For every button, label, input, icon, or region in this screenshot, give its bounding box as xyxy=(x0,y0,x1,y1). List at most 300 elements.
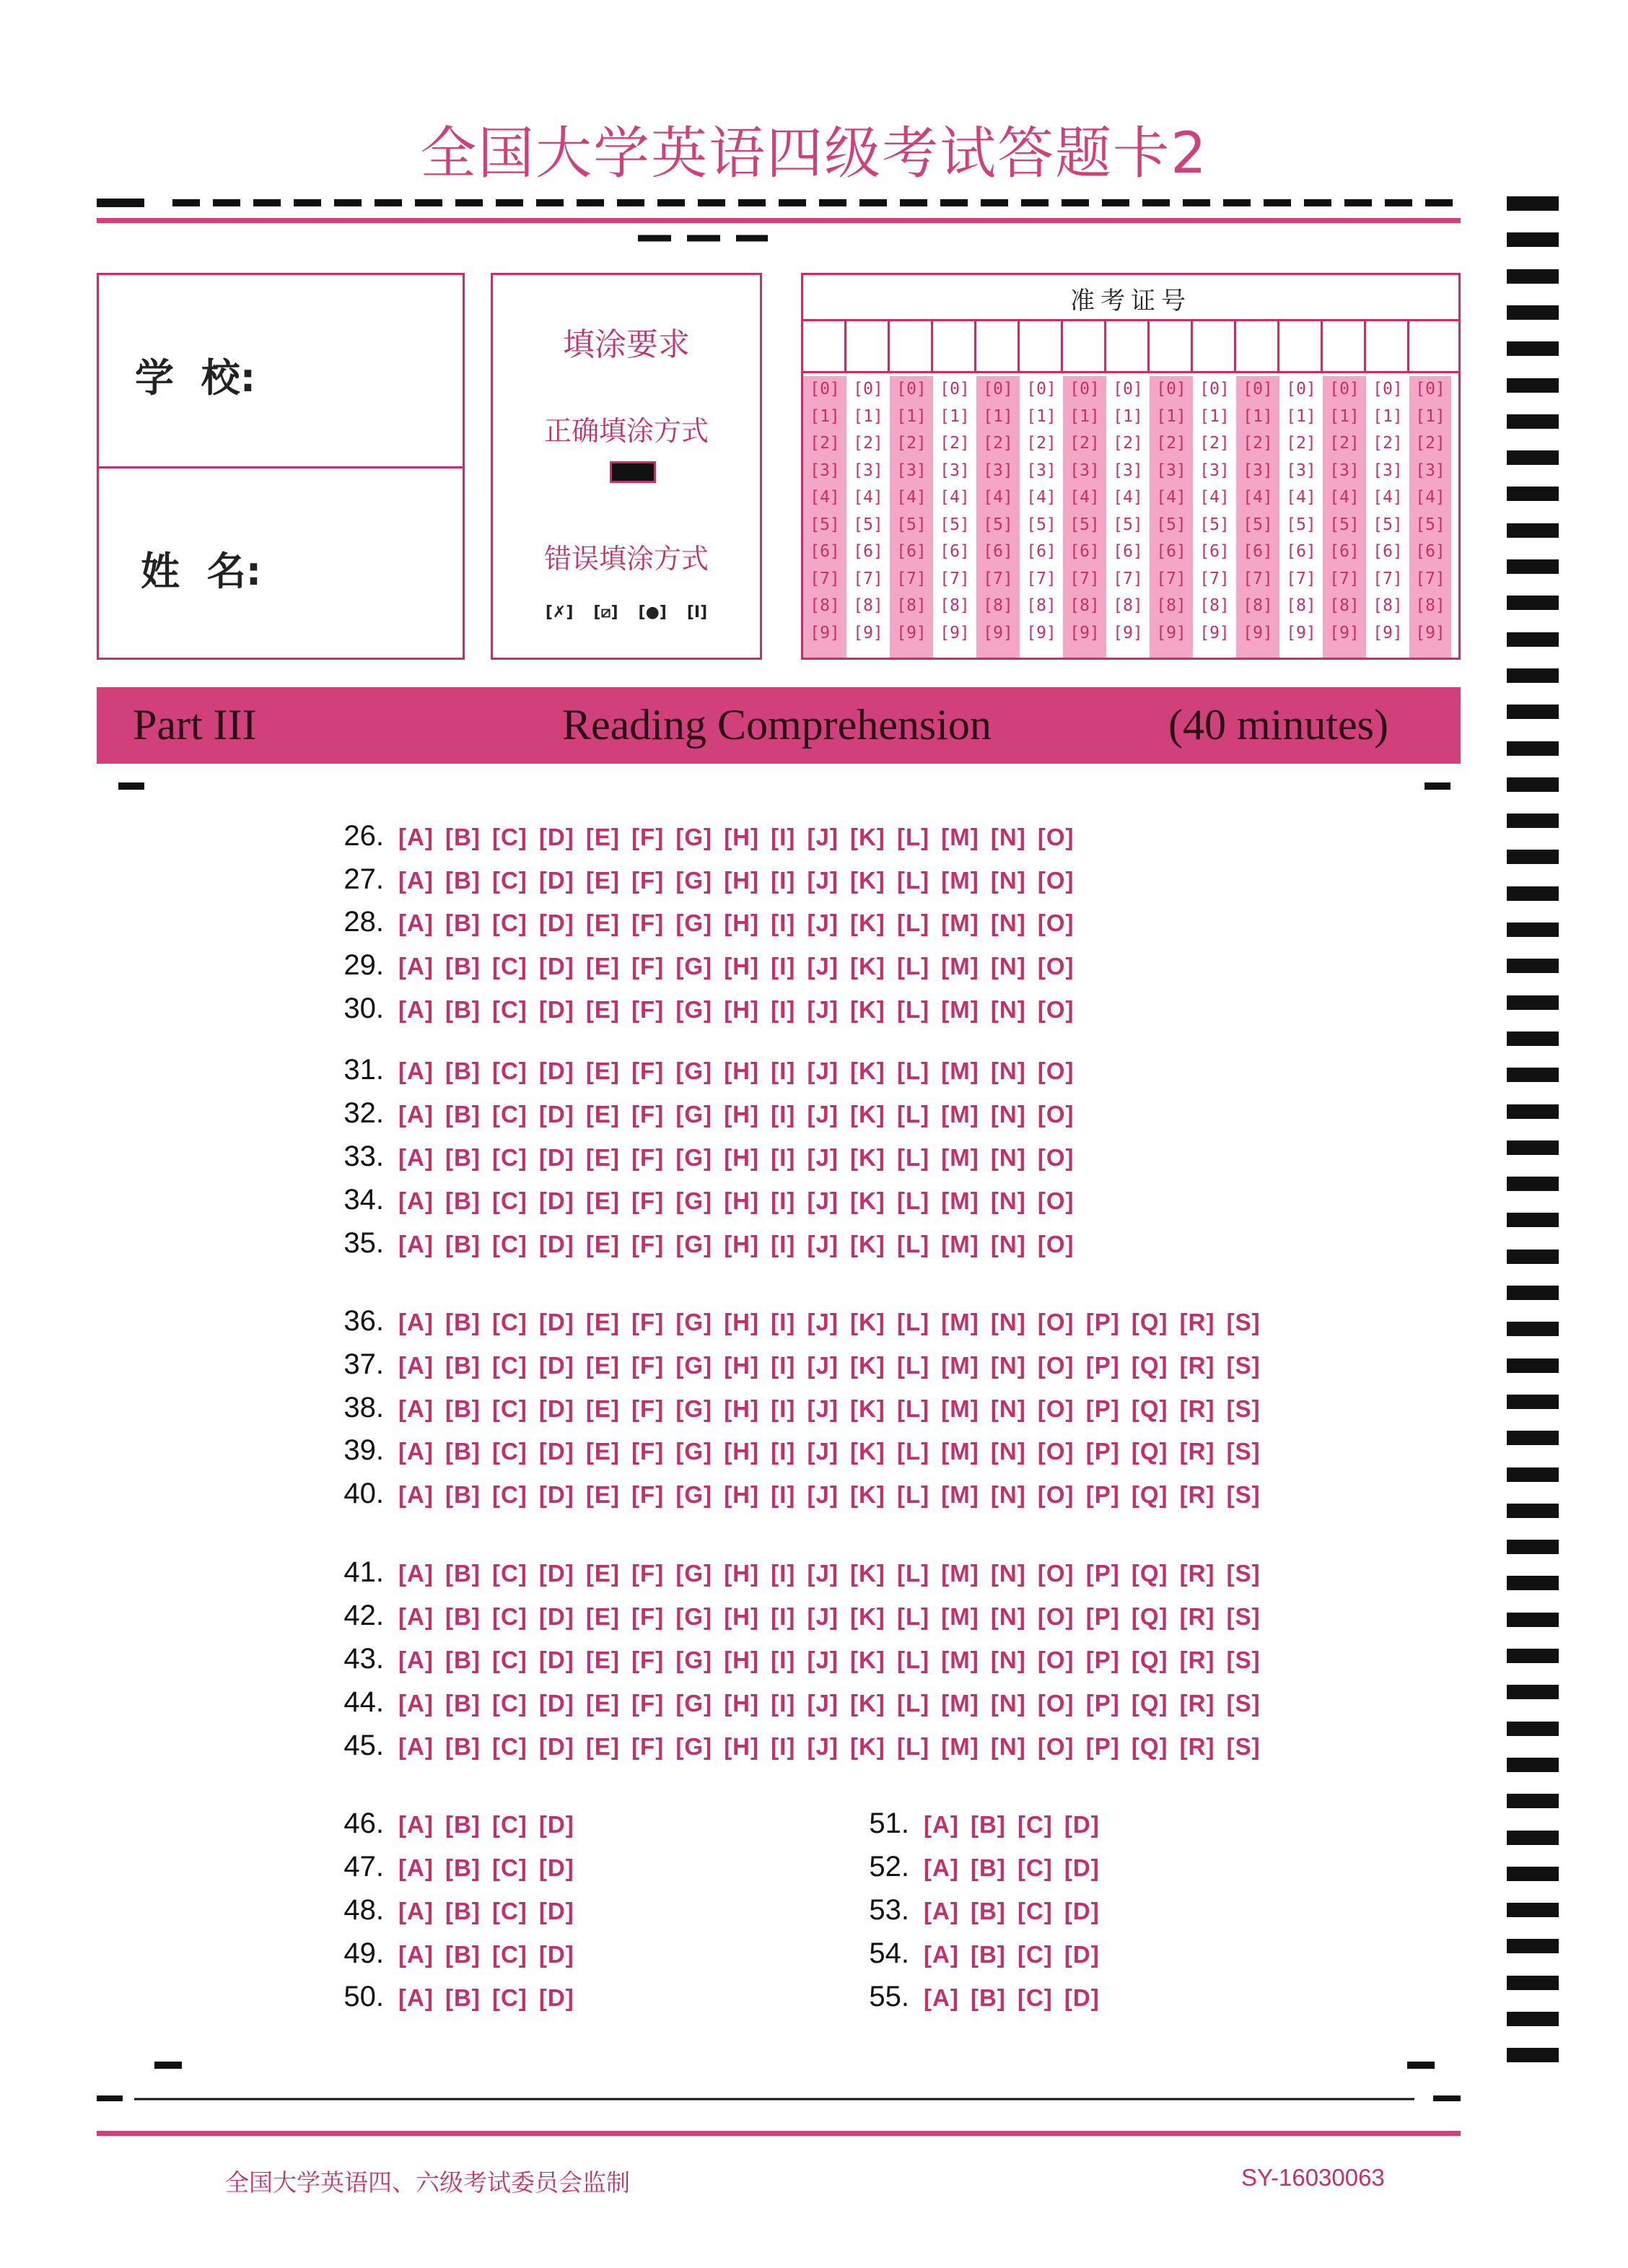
timing-mark xyxy=(1507,705,1559,719)
exam-id-cell[interactable] xyxy=(1279,321,1323,372)
digit-bubble[interactable]: [3] xyxy=(1243,461,1273,480)
digit-bubble[interactable]: [1] xyxy=(1415,406,1445,426)
question-number: 29. xyxy=(343,949,384,981)
digit-bubble[interactable]: [9] xyxy=(1156,623,1186,642)
digit-bubble[interactable]: [4] xyxy=(810,488,840,507)
question-number: 53. xyxy=(869,1894,909,1926)
answer-options[interactable]: [A] [B] [C] [D] [E] [F] [G] [H] [I] [J] [K] [L] [M] [N] [O] xyxy=(398,1057,1075,1084)
answer-options[interactable]: [A] [B] [C] [D] [E] [F] [G] [H] [I] [J] [K] [L] [M] [N] [O] [P] [Q] [R] [S] xyxy=(398,1438,1261,1465)
timing-mark xyxy=(1507,414,1559,429)
digit-bubble[interactable]: [2] xyxy=(896,434,927,453)
digit-bubble[interactable]: [5] xyxy=(983,515,1013,534)
digit-bubble[interactable]: [9] xyxy=(940,623,970,642)
digit-bubble[interactable]: [9] xyxy=(853,623,883,642)
question-number: 32. xyxy=(343,1097,384,1129)
digit-bubble[interactable]: [8] xyxy=(1243,596,1273,615)
exam-id-digit-column xyxy=(803,376,846,658)
answer-options[interactable]: [A] [B] [C] [D] [E] [F] [G] [H] [I] [J] [K] [L] [M] [N] [O] xyxy=(398,1187,1075,1214)
exam-id-digit-column xyxy=(1150,376,1193,658)
digit-bubble[interactable]: [5] xyxy=(1373,515,1403,534)
answer-options[interactable]: [A] [B] [C] [D] [E] [F] [G] [H] [I] [J] [K] [L] [M] [N] [O] xyxy=(398,1144,1075,1171)
answer-options[interactable]: [A] [B] [C] [D] [E] [F] [G] [H] [I] [J] [K] [L] [M] [N] [O] [P] [Q] [R] [S] xyxy=(398,1690,1261,1717)
exam-id-cell[interactable] xyxy=(1193,321,1236,372)
exam-id-cell[interactable] xyxy=(803,321,846,372)
digit-bubble[interactable]: [8] xyxy=(1286,596,1316,615)
timing-mark xyxy=(1507,1939,1559,1953)
exam-id-digit-column xyxy=(933,376,976,658)
digit-bubble[interactable]: [7] xyxy=(1156,569,1186,588)
exam-id-cell[interactable] xyxy=(846,321,890,372)
digit-bubble[interactable]: [9] xyxy=(810,623,840,642)
wrong-example-4: [Ⅰ] xyxy=(686,603,708,621)
top-pink-rule xyxy=(97,218,1461,223)
timing-mark xyxy=(1507,1140,1559,1155)
exam-id-cell[interactable] xyxy=(1366,321,1409,372)
timing-mark xyxy=(1507,959,1559,973)
digit-bubble[interactable]: [0] xyxy=(1069,380,1100,398)
question-number: 49. xyxy=(343,1937,384,1969)
timing-mark xyxy=(1507,923,1559,937)
digit-bubble[interactable]: [2] xyxy=(1069,434,1100,453)
digit-bubble[interactable]: [0] xyxy=(1373,380,1403,398)
digit-bubble[interactable]: [0] xyxy=(810,380,840,398)
digit-bubble[interactable]: [3] xyxy=(896,461,927,480)
digit-bubble[interactable]: [4] xyxy=(853,488,883,507)
digit-bubble[interactable]: [3] xyxy=(1199,461,1230,480)
timing-mark xyxy=(1507,1286,1559,1300)
answer-options[interactable]: [A] [B] [C] [D] [E] [F] [G] [H] [I] [J] [K] [L] [M] [N] [O] [P] [Q] [R] [S] xyxy=(398,1603,1261,1630)
digit-bubble[interactable]: [9] xyxy=(1069,623,1100,642)
exam-id-digit-column xyxy=(1366,376,1409,658)
question-row xyxy=(859,1851,1100,1883)
answer-options[interactable]: [A] [B] [C] [D] [E] [F] [G] [H] [I] [J] [K] [L] [M] [N] [O] [P] [Q] [R] [S] xyxy=(398,1309,1261,1335)
timing-mark xyxy=(1507,668,1559,683)
digit-bubble[interactable]: [1] xyxy=(1199,406,1230,426)
digit-bubble[interactable]: [7] xyxy=(1026,569,1056,588)
digit-bubble[interactable]: [2] xyxy=(1329,434,1360,453)
digit-bubble[interactable]: [9] xyxy=(1373,623,1403,642)
answer-options[interactable]: [A] [B] [C] [D] [E] [F] [G] [H] [I] [J] [K] [L] [M] [N] [O] xyxy=(398,910,1075,936)
digit-bubble[interactable]: [3] xyxy=(1156,461,1186,480)
question-number: 39. xyxy=(343,1434,384,1466)
answer-options[interactable]: [A] [B] [C] [D] [E] [F] [G] [H] [I] [J] [K] [L] [M] [N] [O] [P] [Q] [R] [S] xyxy=(398,1395,1261,1422)
digit-bubble[interactable]: [9] xyxy=(1286,623,1316,642)
digit-bubble[interactable]: [2] xyxy=(1373,434,1403,453)
digit-bubble[interactable]: [7] xyxy=(1113,569,1143,588)
exam-id-cell[interactable] xyxy=(1150,321,1193,372)
bottom-black-line xyxy=(97,2092,1461,2099)
question-number: 42. xyxy=(343,1600,384,1631)
question-row xyxy=(333,1851,574,1883)
answer-options[interactable]: [A] [B] [C] [D] [E] [F] [G] [H] [I] [J] [K] [L] [M] [N] [O] xyxy=(398,953,1075,980)
question-row xyxy=(333,1184,1075,1216)
digit-bubble[interactable]: [0] xyxy=(940,380,970,398)
answer-options[interactable]: [A] [B] [C] [D] [E] [F] [G] [H] [I] [J] [K] [L] [M] [N] [O] [P] [Q] [R] [S] xyxy=(398,1560,1261,1587)
digit-bubble[interactable]: [1] xyxy=(1156,406,1186,426)
digit-bubble[interactable]: [1] xyxy=(810,406,840,426)
digit-bubble[interactable]: [5] xyxy=(810,515,840,534)
digit-bubble[interactable]: [4] xyxy=(1156,488,1186,507)
question-number: 37. xyxy=(343,1348,384,1380)
digit-bubble[interactable]: [1] xyxy=(896,406,927,426)
answer-options[interactable]: [A] [B] [C] [D] xyxy=(924,1898,1100,1924)
timing-mark xyxy=(1507,232,1559,247)
timing-mark xyxy=(1507,1358,1559,1373)
digit-bubble[interactable]: [4] xyxy=(983,488,1013,507)
digit-bubble[interactable]: [6] xyxy=(940,542,970,561)
digit-bubble[interactable]: [6] xyxy=(810,542,840,561)
sub-dash-svg xyxy=(638,235,768,242)
question-number: 55. xyxy=(869,1981,909,2012)
digit-bubble[interactable]: [8] xyxy=(896,596,927,615)
digit-bubble[interactable]: [4] xyxy=(1373,488,1403,507)
bottom-mark-left xyxy=(154,2062,182,2069)
digit-bubble[interactable]: [5] xyxy=(1156,515,1186,534)
digit-bubble[interactable]: [8] xyxy=(1156,596,1186,615)
digit-bubble[interactable]: [9] xyxy=(1199,623,1230,642)
question-number: 44. xyxy=(343,1686,384,1718)
digit-bubble[interactable]: [2] xyxy=(1286,434,1316,453)
question-row xyxy=(859,1894,1100,1927)
digit-bubble[interactable]: [5] xyxy=(940,515,970,534)
digit-bubble[interactable]: [1] xyxy=(853,406,883,426)
digit-bubble[interactable]: [6] xyxy=(1243,542,1273,561)
exam-id-digit-column xyxy=(1279,376,1323,658)
digit-bubble[interactable]: [5] xyxy=(1026,515,1056,534)
digit-bubble[interactable]: [7] xyxy=(810,569,840,588)
question-row xyxy=(333,1556,1261,1589)
name-field[interactable] xyxy=(99,468,463,658)
digit-bubble[interactable]: [3] xyxy=(1373,461,1403,480)
digit-bubble[interactable]: [3] xyxy=(1113,461,1143,480)
digit-bubble[interactable]: [0] xyxy=(1415,380,1445,398)
timing-mark xyxy=(1507,1613,1559,1627)
question-number: 36. xyxy=(343,1305,384,1337)
school-label: 学 校: xyxy=(135,355,256,401)
answer-options[interactable]: [A] [B] [C] [D] xyxy=(924,1811,1100,1838)
digit-bubble[interactable]: [4] xyxy=(896,488,927,507)
answer-options[interactable]: [A] [B] [C] [D] xyxy=(924,1984,1100,2011)
digit-bubble[interactable]: [3] xyxy=(1329,461,1360,480)
exam-id-cell[interactable] xyxy=(1063,321,1106,372)
digit-bubble[interactable]: [6] xyxy=(1069,542,1100,561)
question-row xyxy=(333,1686,1261,1719)
exam-id-cell[interactable] xyxy=(1106,321,1150,372)
digit-bubble[interactable]: [5] xyxy=(853,515,883,534)
digit-bubble[interactable]: [8] xyxy=(940,596,970,615)
timing-mark xyxy=(1507,1540,1559,1554)
digit-bubble[interactable]: [2] xyxy=(983,434,1013,453)
question-row xyxy=(333,1227,1075,1260)
question-number: 52. xyxy=(869,1851,909,1883)
digit-bubble[interactable]: [2] xyxy=(1113,434,1143,453)
answer-options[interactable]: [A] [B] [C] [D] xyxy=(398,1811,574,1838)
digit-bubble[interactable]: [3] xyxy=(810,461,840,480)
digit-bubble[interactable]: [6] xyxy=(983,542,1013,561)
wrong-example-2: [⧄] xyxy=(593,603,618,621)
digit-bubble[interactable]: [7] xyxy=(853,569,883,588)
digit-bubble[interactable]: [0] xyxy=(983,380,1013,398)
answer-options[interactable]: [A] [B] [C] [D] [E] [F] [G] [H] [I] [J] [K] [L] [M] [N] [O] [P] [Q] [R] [S] xyxy=(398,1481,1261,1508)
digit-bubble[interactable]: [4] xyxy=(1069,488,1100,507)
digit-bubble[interactable]: [9] xyxy=(1329,623,1360,642)
exam-id-cell[interactable] xyxy=(1409,321,1451,372)
digit-bubble[interactable]: [0] xyxy=(1329,380,1360,398)
sub-dash-marks xyxy=(638,231,768,238)
digit-bubble[interactable]: [8] xyxy=(1373,596,1403,615)
digit-bubble[interactable]: [0] xyxy=(853,380,883,398)
digit-bubble[interactable]: [6] xyxy=(1329,542,1360,561)
banner-section: Reading Comprehension xyxy=(562,701,992,749)
exam-id-cell[interactable] xyxy=(1020,321,1063,372)
timing-mark xyxy=(1507,777,1559,792)
digit-bubble[interactable]: [2] xyxy=(1026,434,1056,453)
answer-options[interactable]: [A] [B] [C] [D] xyxy=(924,1941,1100,1968)
answer-options[interactable]: [A] [B] [C] [D] xyxy=(924,1854,1100,1881)
digit-bubble[interactable]: [4] xyxy=(940,488,970,507)
digit-bubble[interactable]: [2] xyxy=(1243,434,1273,453)
question-row xyxy=(859,1937,1100,1970)
digit-bubble[interactable]: [6] xyxy=(1026,542,1056,561)
timing-mark xyxy=(1507,305,1559,320)
digit-bubble[interactable]: [0] xyxy=(1156,380,1186,398)
digit-bubble[interactable]: [5] xyxy=(1415,515,1445,534)
digit-bubble[interactable]: [5] xyxy=(1069,515,1100,534)
digit-bubble[interactable]: [4] xyxy=(1026,488,1056,507)
timing-mark xyxy=(1507,1903,1559,1917)
digit-bubble[interactable]: [8] xyxy=(1199,596,1230,615)
digit-bubble[interactable]: [7] xyxy=(1243,569,1273,588)
digit-bubble[interactable]: [7] xyxy=(1373,569,1403,588)
answer-options[interactable]: [A] [B] [C] [D] [E] [F] [G] [H] [I] [J] [K] [L] [M] [N] [O] xyxy=(398,867,1075,894)
digit-bubble[interactable]: [5] xyxy=(1113,515,1143,534)
question-number: 38. xyxy=(343,1392,384,1423)
digit-bubble[interactable]: [7] xyxy=(1329,569,1360,588)
question-number: 54. xyxy=(869,1937,909,1969)
footer-serial: SY-16030063 xyxy=(1241,2164,1385,2191)
answer-options[interactable]: [A] [B] [C] [D] [E] [F] [G] [H] [I] [J] [K] [L] [M] [N] [O] xyxy=(398,1231,1075,1257)
digit-bubble[interactable]: [6] xyxy=(1113,542,1143,561)
exam-id-digit-column xyxy=(1323,376,1366,658)
digit-bubble[interactable]: [8] xyxy=(983,596,1013,615)
digit-bubble[interactable]: [6] xyxy=(1199,542,1230,561)
bottom-pink-rule xyxy=(97,2131,1461,2136)
digit-bubble[interactable]: [1] xyxy=(1069,406,1100,426)
timing-mark xyxy=(1507,886,1559,901)
fill-requirements-box xyxy=(491,273,762,660)
exam-id-write-cells xyxy=(803,321,1458,373)
digit-bubble[interactable]: [5] xyxy=(1329,515,1360,534)
digit-bubble[interactable]: [3] xyxy=(983,461,1013,480)
question-row xyxy=(859,1807,1100,1840)
question-row xyxy=(333,1937,574,1970)
banner-time: (40 minutes) xyxy=(1168,701,1388,749)
digit-bubble[interactable]: [0] xyxy=(1286,380,1316,398)
digit-bubble[interactable]: [6] xyxy=(1415,542,1445,561)
digit-bubble[interactable]: [1] xyxy=(1286,406,1316,426)
digit-bubble[interactable]: [3] xyxy=(940,461,970,480)
digit-bubble[interactable]: [3] xyxy=(1026,461,1056,480)
page-title: 全国大学英语四级考试答题卡2 xyxy=(420,121,1208,186)
timing-mark xyxy=(1507,1104,1559,1119)
question-row xyxy=(333,906,1075,938)
question-number: 47. xyxy=(343,1851,384,1883)
digit-bubble[interactable]: [1] xyxy=(940,406,970,426)
wrong-fill-label: 错误填涂方式 xyxy=(543,543,709,575)
timing-mark xyxy=(1507,523,1559,538)
digit-bubble[interactable]: [9] xyxy=(1243,623,1273,642)
exam-id-header: 准考证号 xyxy=(803,281,1458,321)
timing-mark xyxy=(1507,1249,1559,1264)
digit-bubble[interactable]: [7] xyxy=(896,569,927,588)
digit-bubble[interactable]: [4] xyxy=(1113,488,1143,507)
exam-id-digit-column xyxy=(890,376,933,658)
digit-bubble[interactable]: [2] xyxy=(940,434,970,453)
digit-bubble[interactable]: [2] xyxy=(1415,434,1445,453)
digit-bubble[interactable]: [7] xyxy=(940,569,970,588)
question-number: 30. xyxy=(343,993,384,1024)
digit-bubble[interactable]: [7] xyxy=(1069,569,1100,588)
exam-id-box xyxy=(801,273,1461,660)
answer-options[interactable]: [A] [B] [C] [D] [E] [F] [G] [H] [I] [J] [K] [L] [M] [N] [O] [P] [Q] [R] [S] xyxy=(398,1352,1261,1379)
digit-bubble[interactable]: [5] xyxy=(1286,515,1316,534)
question-row xyxy=(333,1097,1075,1130)
digit-bubble[interactable]: [4] xyxy=(1199,488,1230,507)
question-number: 41. xyxy=(343,1556,384,1588)
digit-bubble[interactable]: [4] xyxy=(1243,488,1273,507)
digit-bubble[interactable]: [4] xyxy=(1415,488,1445,507)
school-field[interactable] xyxy=(99,275,463,468)
digit-bubble[interactable]: [9] xyxy=(1113,623,1143,642)
answer-options[interactable]: [A] [B] [C] [D] [E] [F] [G] [H] [I] [J] [K] [L] [M] [N] [O] xyxy=(398,1101,1075,1128)
digit-bubble[interactable]: [8] xyxy=(1329,596,1360,615)
footer-supervisor: 全国大学英语四、六级考试委员会监制 xyxy=(225,2168,630,2197)
part-banner xyxy=(97,687,1461,764)
digit-bubble[interactable]: [2] xyxy=(810,434,840,453)
digit-bubble[interactable]: [0] xyxy=(896,380,927,398)
digit-bubble[interactable]: [8] xyxy=(1113,596,1143,615)
question-number: 43. xyxy=(343,1643,384,1675)
answer-options[interactable]: [A] [B] [C] [D] [E] [F] [G] [H] [I] [J] [K] [L] [M] [N] [O] xyxy=(398,996,1075,1023)
digit-bubble[interactable]: [0] xyxy=(1243,380,1273,398)
digit-bubble[interactable]: [7] xyxy=(1415,569,1445,588)
digit-bubble[interactable]: [9] xyxy=(983,623,1013,642)
question-row xyxy=(333,1981,574,2013)
question-row xyxy=(333,993,1075,1025)
question-number: 48. xyxy=(343,1894,384,1926)
digit-bubble[interactable]: [6] xyxy=(1156,542,1186,561)
exam-id-cell[interactable] xyxy=(1323,321,1366,372)
digit-bubble[interactable]: [4] xyxy=(1286,488,1316,507)
timing-mark xyxy=(1507,1031,1559,1046)
exam-id-cell[interactable] xyxy=(933,321,976,372)
answer-options[interactable]: [A] [B] [C] [D] [E] [F] [G] [H] [I] [J] [K] [L] [M] [N] [O] xyxy=(398,824,1075,850)
wrong-fill-examples xyxy=(493,603,760,621)
digit-bubble[interactable]: [2] xyxy=(1156,434,1186,453)
digit-bubble[interactable]: [0] xyxy=(1113,380,1143,398)
digit-bubble[interactable]: [1] xyxy=(1026,406,1056,426)
digit-bubble[interactable]: [8] xyxy=(1415,596,1445,615)
exam-id-digit-column xyxy=(976,376,1020,658)
digit-bubble[interactable]: [6] xyxy=(1373,542,1403,561)
digit-bubble[interactable]: [1] xyxy=(1329,406,1360,426)
digit-bubble[interactable]: [7] xyxy=(1286,569,1316,588)
timing-mark xyxy=(1507,341,1559,356)
exam-id-digit-column xyxy=(1020,376,1063,658)
timing-mark xyxy=(1507,1794,1559,1808)
answer-options[interactable]: [A] [B] [C] [D] xyxy=(398,1941,574,1968)
answer-options[interactable]: [A] [B] [C] [D] [E] [F] [G] [H] [I] [J] [K] [L] [M] [N] [O] [P] [Q] [R] [S] xyxy=(398,1647,1261,1673)
digit-bubble[interactable]: [3] xyxy=(853,461,883,480)
digit-bubble[interactable]: [1] xyxy=(1373,406,1403,426)
digit-bubble[interactable]: [0] xyxy=(1199,380,1230,398)
question-row xyxy=(333,1807,574,1840)
digit-bubble[interactable]: [2] xyxy=(853,434,883,453)
timing-mark xyxy=(1507,450,1559,465)
exam-id-cell[interactable] xyxy=(976,321,1020,372)
digit-bubble[interactable]: [8] xyxy=(1069,596,1100,615)
digit-bubble[interactable]: [8] xyxy=(810,596,840,615)
question-row xyxy=(333,1140,1075,1173)
digit-bubble[interactable]: [9] xyxy=(1415,623,1445,642)
question-number: 34. xyxy=(343,1184,384,1216)
corner-mark-left xyxy=(118,782,144,790)
answer-options[interactable]: [A] [B] [C] [D] xyxy=(398,1984,574,2011)
digit-bubble[interactable]: [3] xyxy=(1069,461,1100,480)
exam-id-cell[interactable] xyxy=(1236,321,1279,372)
exam-id-digit-column xyxy=(1409,376,1451,658)
timing-mark xyxy=(1507,1213,1559,1227)
digit-bubble[interactable]: [6] xyxy=(1286,542,1316,561)
digit-bubble[interactable]: [5] xyxy=(1243,515,1273,534)
digit-bubble[interactable]: [6] xyxy=(853,542,883,561)
timing-mark xyxy=(1507,1177,1559,1191)
digit-bubble[interactable]: [7] xyxy=(983,569,1013,588)
question-row xyxy=(333,1478,1261,1510)
answer-options[interactable]: [A] [B] [C] [D] xyxy=(398,1854,574,1881)
question-number: 31. xyxy=(343,1054,384,1086)
digit-bubble[interactable]: [9] xyxy=(896,623,927,642)
digit-bubble[interactable]: [0] xyxy=(1026,380,1056,398)
timing-mark xyxy=(1507,1758,1559,1772)
digit-bubble[interactable]: [5] xyxy=(896,515,927,534)
exam-id-digit-column xyxy=(846,376,890,658)
digit-bubble[interactable]: [1] xyxy=(1243,406,1273,426)
timing-mark xyxy=(1507,1831,1559,1845)
digit-bubble[interactable]: [1] xyxy=(983,406,1013,426)
digit-bubble[interactable]: [9] xyxy=(1026,623,1056,642)
digit-bubble[interactable]: [3] xyxy=(1286,461,1316,480)
digit-bubble[interactable]: [6] xyxy=(896,542,927,561)
digit-bubble[interactable]: [8] xyxy=(1026,596,1056,615)
top-dash-svg xyxy=(97,199,1461,207)
timing-mark xyxy=(1507,1068,1559,1082)
timing-mark xyxy=(1507,1649,1559,1663)
digit-bubble[interactable]: [1] xyxy=(1113,406,1143,426)
digit-bubble[interactable]: [7] xyxy=(1199,569,1230,588)
answer-options[interactable]: [A] [B] [C] [D] xyxy=(398,1898,574,1924)
digit-bubble[interactable]: [4] xyxy=(1329,488,1360,507)
digit-bubble[interactable]: [8] xyxy=(853,596,883,615)
wrong-example-1: [✗] xyxy=(545,603,574,621)
exam-id-cell[interactable] xyxy=(890,321,933,372)
question-number: 26. xyxy=(343,820,384,852)
digit-bubble[interactable]: [5] xyxy=(1199,515,1230,534)
digit-bubble[interactable]: [2] xyxy=(1199,434,1230,453)
bottom-mark-right xyxy=(1407,2062,1435,2069)
answer-options[interactable]: [A] [B] [C] [D] [E] [F] [G] [H] [I] [J] [K] [L] [M] [N] [O] [P] [Q] [R] [S] xyxy=(398,1733,1261,1760)
digit-bubble[interactable]: [3] xyxy=(1415,461,1445,480)
